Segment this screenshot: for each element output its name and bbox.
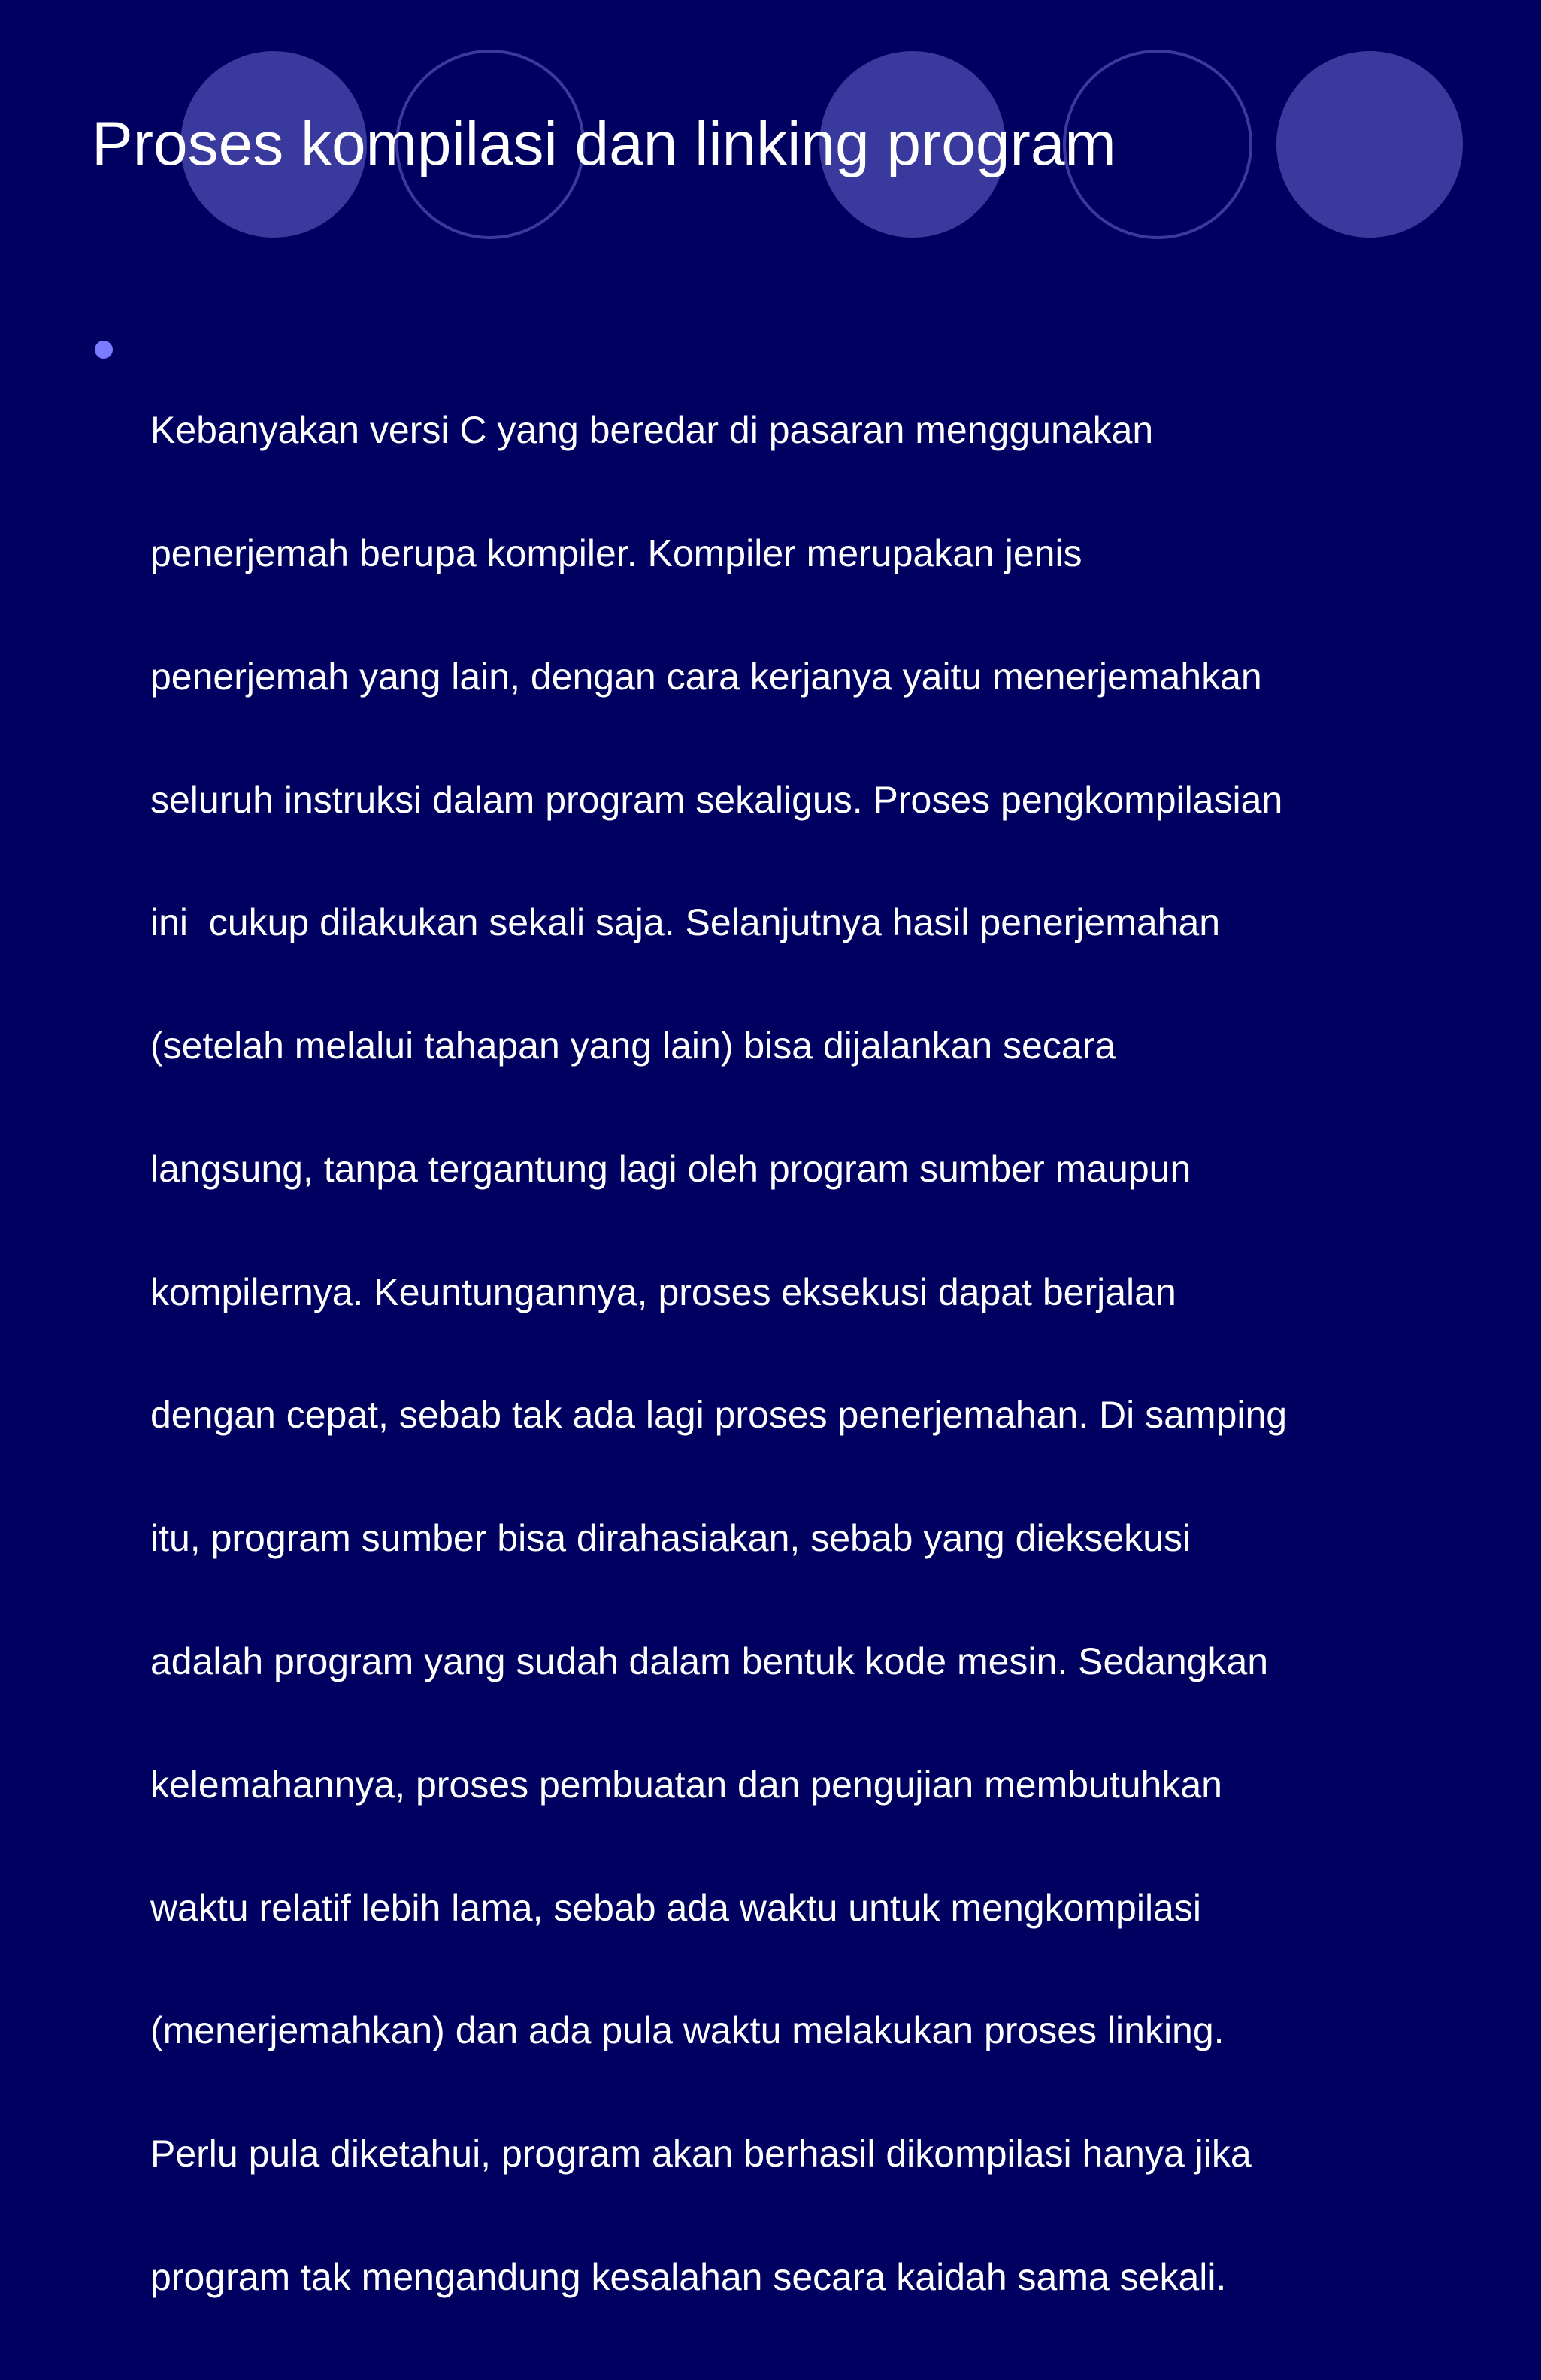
bullet-line: (menerjemahkan) dan ada pula waktu melakukan proses linking. <box>150 2009 1225 2052</box>
bullet-line: adalah program yang sudah dalam bentuk kode mesin. Sedangkan <box>150 1640 1269 1682</box>
bullet-line: penerjemah yang lain, dengan cara kerjanya yaitu menerjemahkan <box>150 655 1262 698</box>
bullet-line: waktu relatif lebih lama, sebab ada waktu untuk mengkompilasi <box>150 1886 1201 1929</box>
bullet-line: program tak mengandung kesalahan secara kaidah sama sekali. <box>150 2255 1227 2298</box>
bullet-line: ini cukup dilakukan sekali saja. Selanjutnya hasil penerjemahan <box>150 901 1221 944</box>
bullet-line: langsung, tanpa tergantung lagi oleh program sumber maupun <box>150 1147 1191 1190</box>
bullet-line: seluruh instruksi dalam program sekaligus. Proses pengkompilasian <box>150 778 1283 821</box>
bullet-line: Perlu pula diketahui, program akan berhasil dikompilasi hanya jika <box>150 2133 1252 2176</box>
slide-title: Proses kompilasi dan linking program <box>92 110 1116 178</box>
bullet-line: Kebanyakan versi C yang beredar di pasaran menggunakan <box>150 409 1154 452</box>
bullet-item <box>92 328 1460 2380</box>
bullet-text <box>150 328 1541 2380</box>
bullet-list <box>92 328 1460 2380</box>
bullet-line: kompilernya. Keuntungannya, proses eksekusi dapat berjalan <box>150 1270 1176 1313</box>
bullet-line: (setelah melalui tahapan yang lain) bisa dijalankan secara <box>150 1025 1116 1067</box>
bullet-line: dengan cepat, sebab tak ada lagi proses penerjemahan. Di samping <box>150 1394 1288 1437</box>
bullet-line: itu, program sumber bisa dirahasiakan, sebab yang dieksekusi <box>150 1517 1191 1560</box>
bullet-line: penerjemah berupa kompiler. Kompiler merupakan jenis <box>150 531 1082 574</box>
bullet-line: kelemahannya, proses pembuatan dan pengujian membutuhkan <box>150 1763 1222 1806</box>
bullet-dot-icon <box>95 341 113 359</box>
filled-circle-3 <box>1276 51 1463 238</box>
